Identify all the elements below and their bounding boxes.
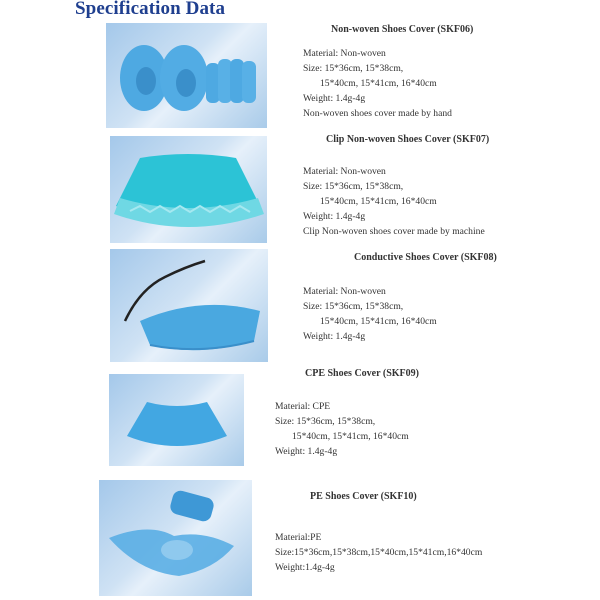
product-title: Clip Non-woven Shoes Cover (SKF07) (326, 134, 490, 145)
product-specs (303, 46, 452, 121)
conductive-cover-illustration (110, 249, 268, 362)
spec-size-cont: 15*40cm, 15*41cm, 16*40cm (320, 78, 437, 89)
spec-size: Size: 15*36cm, 15*38cm, (303, 301, 404, 312)
spec-size-cont: 15*40cm, 15*41cm, 16*40cm (292, 431, 409, 442)
spec-material: Material: Non-woven (303, 48, 386, 59)
spec-material: Material:PE (275, 532, 322, 543)
product-specs (303, 284, 437, 344)
spec-size: Size: 15*36cm, 15*38cm, (303, 181, 404, 192)
product-title: Conductive Shoes Cover (SKF08) (354, 252, 497, 263)
product-specs (275, 399, 409, 459)
spec-size: Size:15*36cm,15*38cm,15*40cm,15*41cm,16*40cm (275, 547, 483, 558)
product-image-skf08 (110, 249, 268, 362)
spec-weight: Weight: 1.4g-4g (275, 446, 338, 457)
shoe-covers-illustration (106, 23, 267, 128)
product-image-skf09 (109, 374, 244, 466)
spec-size-cont: 15*40cm, 15*41cm, 16*40cm (320, 316, 437, 327)
product-specs (303, 164, 485, 239)
spec-material: Material: CPE (275, 401, 331, 412)
spec-size: Size: 15*36cm, 15*38cm, (303, 63, 404, 74)
product-title: PE Shoes Cover (SKF10) (310, 491, 417, 502)
spec-weight: Weight: 1.4g-4g (303, 93, 366, 104)
clip-cover-illustration (110, 136, 267, 243)
spec-material: Material: Non-woven (303, 166, 386, 177)
spec-material: Material: Non-woven (303, 286, 386, 297)
spec-size: Size: 15*36cm, 15*38cm, (275, 416, 376, 427)
product-image-skf10 (99, 480, 252, 596)
page-title: Specification Data (75, 0, 226, 19)
spec-note: Clip Non-woven shoes cover made by machine (303, 226, 485, 237)
pe-cover-illustration (99, 480, 252, 596)
spec-weight: Weight: 1.4g-4g (303, 211, 366, 222)
spec-size-cont: 15*40cm, 15*41cm, 16*40cm (320, 196, 437, 207)
spec-weight: Weight: 1.4g-4g (303, 331, 366, 342)
cpe-cover-illustration (109, 374, 244, 466)
product-image-skf07 (110, 136, 267, 243)
spec-weight: Weight:1.4g-4g (275, 562, 335, 573)
product-specs (275, 530, 482, 575)
spec-note: Non-woven shoes cover made by hand (303, 108, 452, 119)
product-title: Non-woven Shoes Cover (SKF06) (331, 24, 474, 35)
product-title: CPE Shoes Cover (SKF09) (305, 368, 419, 379)
product-image-skf06 (106, 23, 267, 128)
